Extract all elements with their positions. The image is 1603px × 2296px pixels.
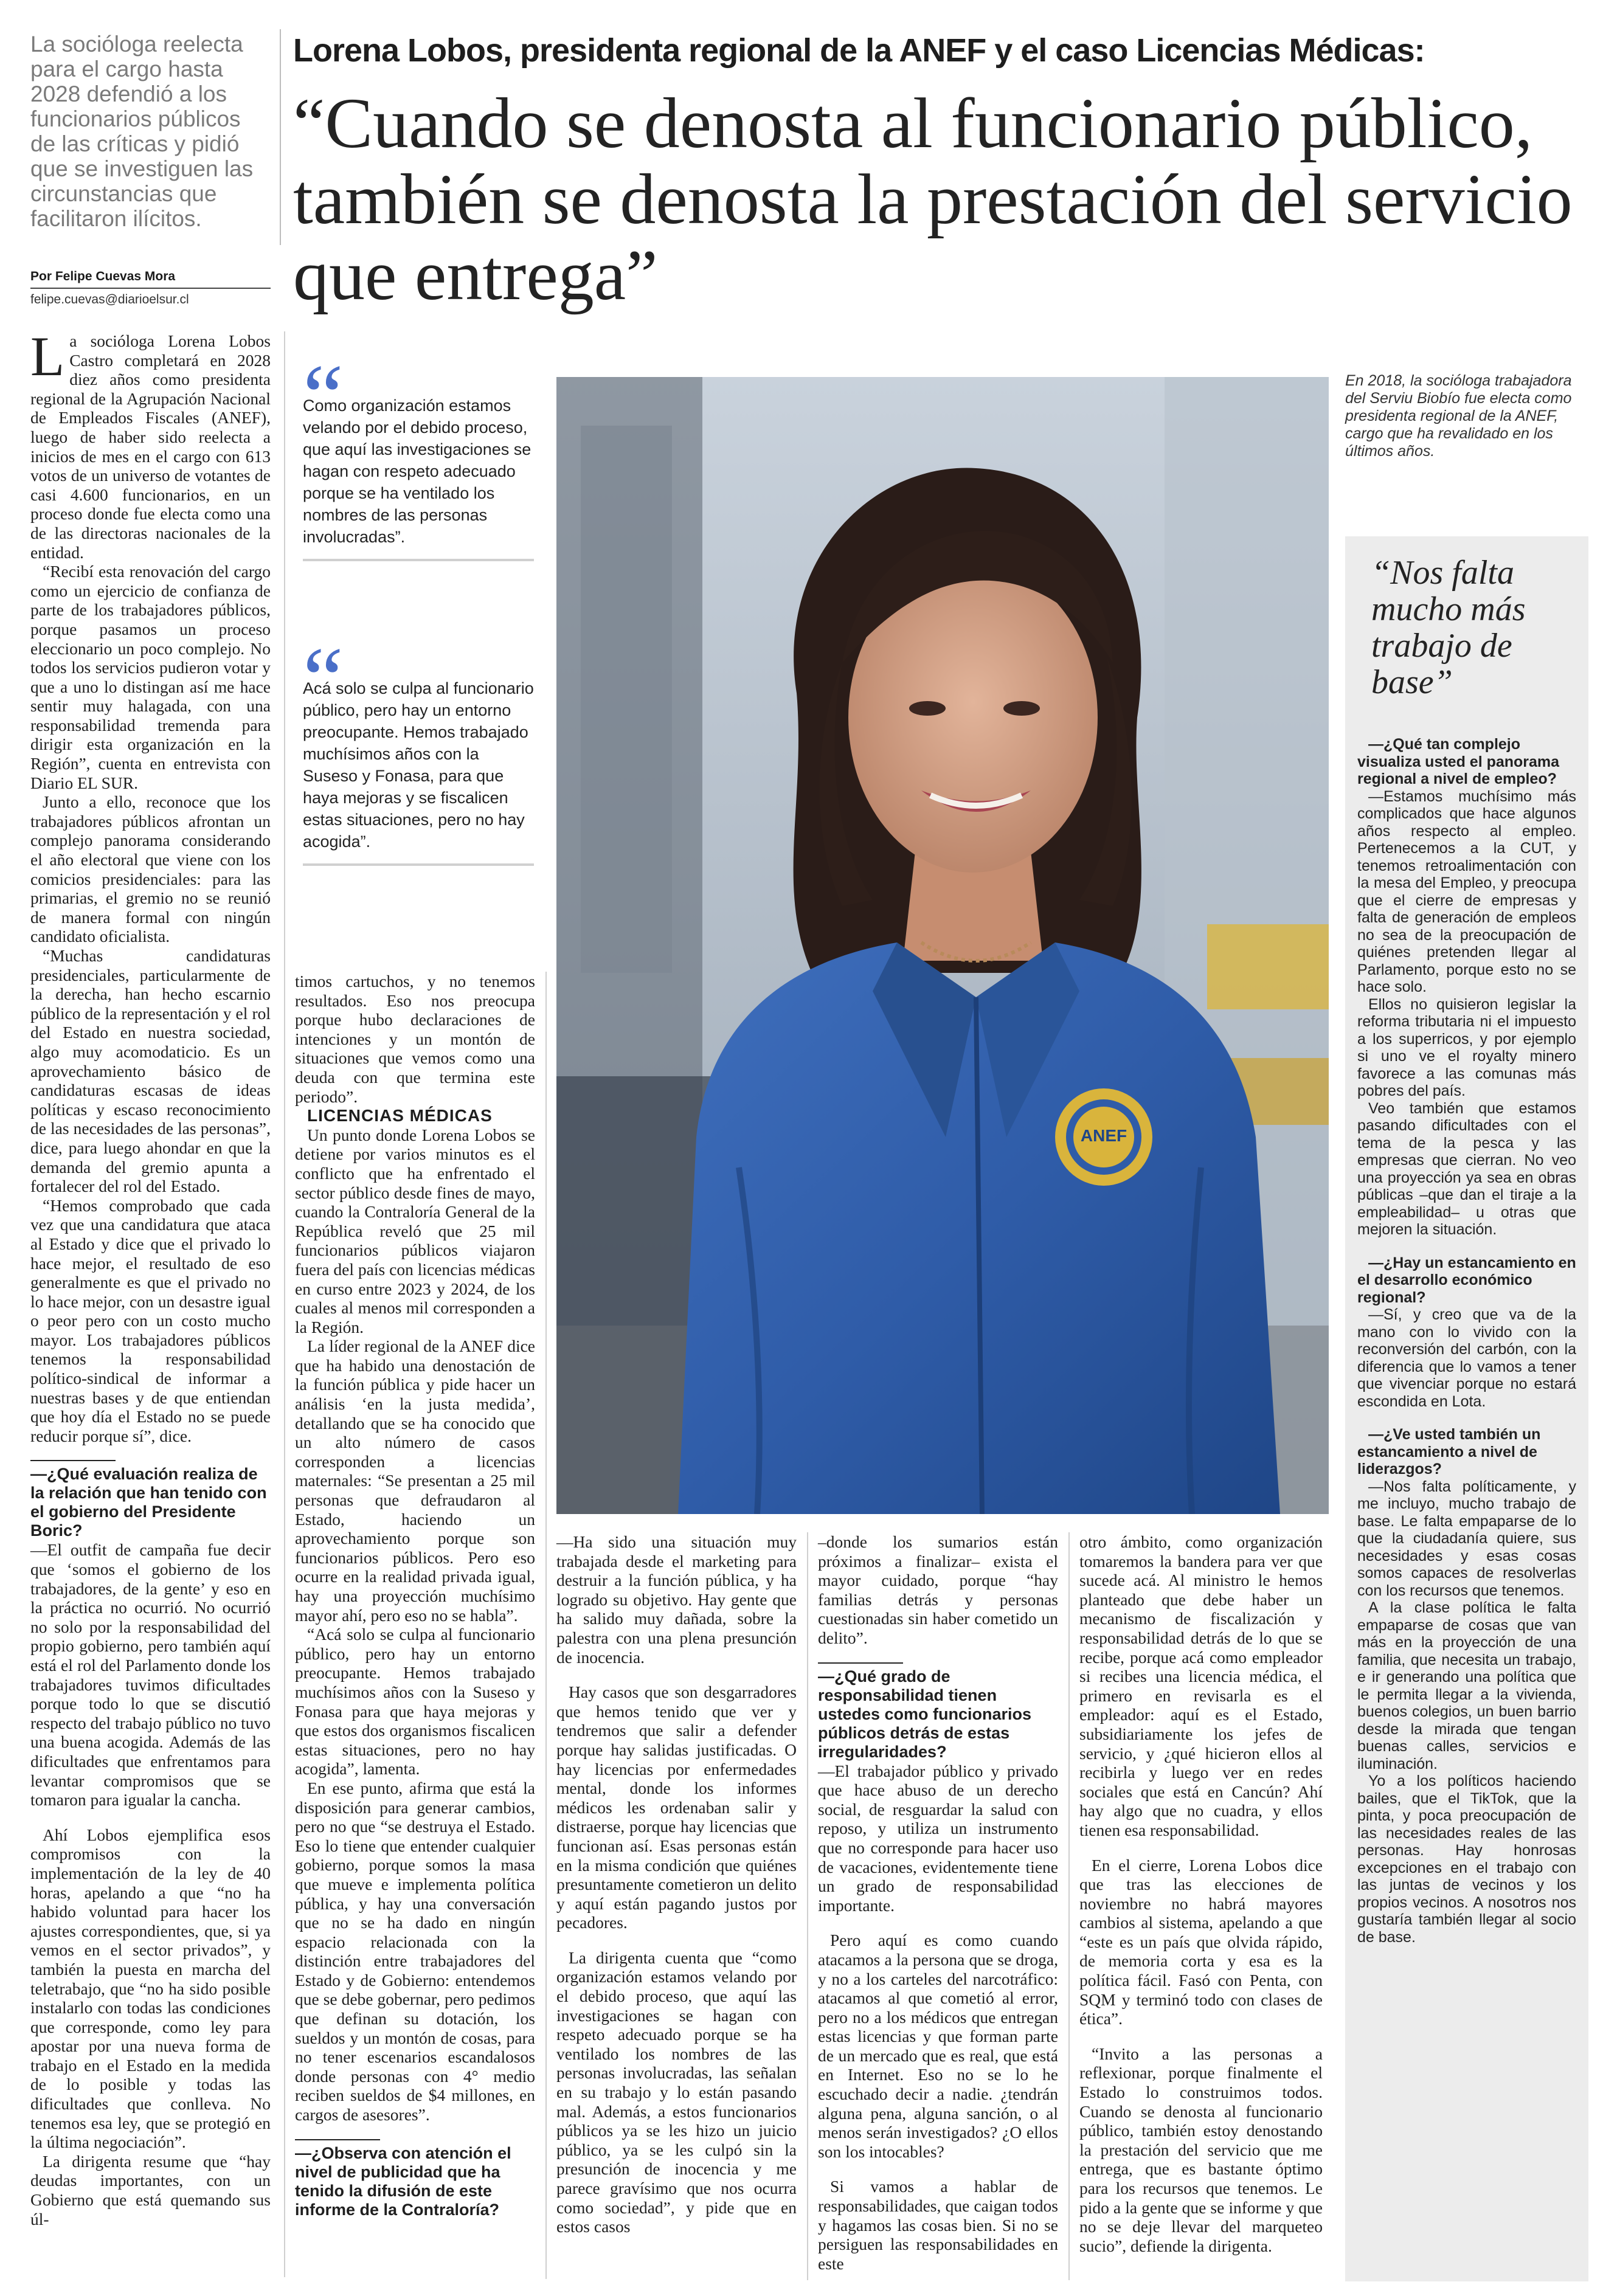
column-divider — [284, 331, 285, 2277]
header-divider — [280, 29, 281, 245]
paragraph: Si vamos a hablar de responsabilidades, que caigan todos y hagamos las cosas bien. Si no se persiguen las responsabilidades en este — [818, 2177, 1058, 2273]
paragraph: otro ámbito, como organización tomaremos la bandera para ver que sucede acá. Al ministro le hemos planteado que debe haber un mecanismo de fiscalización y responsabilidad detrás de lo que se recibe, porque acá como empleador si recibes una licencia médica, el primero en revisarla es el empleador: aquí es el Estado, subsidiariamente los jefes de servicio, y ¿qué hicieron ellos al recibirla y luego ver en redes sociales que está en Cancún? Ahí hay algo que no cuadra, y ellos tienen esa responsabilidad. — [1079, 1532, 1323, 1839]
section-subhead: LICENCIAS MÉDICAS — [307, 1106, 493, 1126]
pull-quote-rule — [303, 559, 534, 561]
paragraph: —El outfit de campaña fue decir que ‘somos el gobierno de los trabajadores, de la gente’ y eso en la práctica no ocurrió. No ocurrió no solo por la responsabilidad del propio gobierno, pero también aquí está el rol del Parlamento donde los trabajadores tuvimos dificultades porque todo lo que se discutió respecto del trabajo público no tuvo una buena acogida. Además de las dificultades que enfrentamos para levantar compromisos que se tomaron para igualar la cancha. — [30, 1540, 271, 1810]
paragraph: A la clase política le falta empaparse de cosas que van más en la proyección de una familia, que necesita un trabajo, e ir generando una política que le permita llegar a la vivienda, buenos colegios, un buen barrio desde la mirada que tengan buenas calles, servicios e iluminación. — [1357, 1599, 1576, 1772]
paragraph: Ellos no quisieron legislar la reforma tributaria ni el impuesto a los superricos, y por ejemplo si uno ve el royalty minero favorece a las comunas más pobres del país. — [1357, 995, 1576, 1099]
paragraph: “Hemos comprobado que cada vez que una candidatura que ataca al Estado y dice que el privado lo hace mejor, el resultado de eso generalmente es que el privado no lo hace mejor, con un desastre igual o peor pero con un costo mucho mayor. Los trabajadores públicos tenemos la responsabilidad político-sindical de informar a nuestras bases y de que entiendan que hoy día el Estado no se puede reducir porque sí”, dice. — [30, 1195, 271, 1445]
byline-email[interactable]: felipe.cuevas@diarioelsur.cl — [30, 292, 189, 306]
quote-mark-icon: “ — [303, 629, 344, 730]
paragraph: Hay casos que son desgarradores que hemos tenido que ver y tendremos que salir a defender porque hay salidas justificadas. O hay licencias por enfermedades mental, donde los informes médicos les ordenaban salir y distraerse, porque hay licencias que funcionan así. Esas personas están en la misma condición que quiénes presuntamente cometieron un delito y aquí están pagando justos por pecadores. — [556, 1682, 797, 1932]
paragraph: La dirigenta resume que “hay deudas importantes, con un Gobierno que está quemando sus úl- — [30, 2151, 271, 2229]
paragraph: –donde los sumarios están próximos a finalizar– exista el mayor cuidado, porque “hay familias detrás y personas cuestionadas sin haber cometido un delito”. — [818, 1532, 1058, 1647]
paragraph: La dirigenta cuenta que “como organización estamos velando por el debido proceso, que aquí las investigaciones se hagan con respeto adecuado porque se ha ventilado los nombres de las personas involucradas, las señalan en su trabajo y lo están pasando mal. Además, a estos funcionarios públicos ya se les hizo un juicio público, ya se les culpó sin la presunción de inocencia y me parece gravísimo que nos ocurra como sociedad”, y pide que en estos casos — [556, 1948, 797, 2236]
interview-question: —¿Hay un estancamiento en el desarrollo económico regional? — [1357, 1254, 1576, 1306]
paragraph: Junto a ello, reconoce que los trabajadores públicos afrontan un complejo panorama considerando el año electoral que viene con los comicios presidenciales: para las primarias, el gremio no se reunió de manera formal con ningún candidato oficialista. — [30, 792, 271, 946]
paragraph: —Nos falta políticamente, y me incluyo, mucho trabajo de base. Le falta empaparse de lo que la ciudadanía quiere, sus necesidades y esas cosas somos capaces de resolverlas con los recursos que tenemos. — [1357, 1478, 1576, 1599]
pull-quote-rule — [303, 863, 534, 866]
paragraph: Un punto donde Lorena Lobos se detiene por varios minutos es el conflicto que ha enfrentado el sector público desde fines de mayo, cuando la Contraloría General de la República reveló que 25 mil funcionarios públicos viajaron fuera del país con licencias médicas en curso entre 2023 y 2024, de los cuales al menos mil corresponden a la Región. — [295, 1125, 535, 1336]
sidebar-text — [1357, 736, 1576, 1946]
portrait-photo — [556, 377, 1329, 1514]
byline-author: Por Felipe Cuevas Mora — [30, 269, 176, 283]
paragraph: —Sí, y creo que va de la mano con lo vivido con la reconversión del carbón, con la diferencia que lo vamos a tener que vivenciar porque no estará escondida en Lota. — [1357, 1306, 1576, 1410]
byline — [30, 269, 271, 307]
paragraph: Ahí Lobos ejemplifica esos compromisos con la implementación de la ley de 40 horas, apelando a que “no ha habido voluntad para hacer los ajustes correspondientes, que, si ya vemos en el sector privados”, y también la puesta en marcha del teletrabajo, que “no ha sido posible instalarlo con todas las condiciones que corresponde, como ley para apostar por una nueva forma de trabajo en el Estado en la medida de lo posible y todas las dificultades que conlleva. No tenemos esa ley, que se protegió en la última negociación”. — [30, 1825, 271, 2152]
lead-summary: La socióloga reelecta para el cargo hasta 2028 defendió a los funcionarios públicos de las críticas y pidió que se investiguen las circunstancias que facilitaron ilícitos. — [30, 32, 254, 231]
article-column-1 — [30, 325, 271, 2229]
interview-question: —¿Qué tan complejo visualiza usted el panorama regional a nivel de empleo? — [1357, 736, 1560, 787]
pull-quote-2 — [303, 629, 534, 866]
pull-quote-text: Acá solo se culpa al funcionario público, pero hay un entorno preocupante. Hemos trabajado muchísimos años con la Suseso y Fonasa, para que haya mejoras y se fiscalicen estas situaciones, pero no hay acogida”. — [303, 679, 534, 851]
interview-question: —¿Qué grado de responsabilidad tienen ustedes como funcionarios públicos detrás de estas irregularidades? — [818, 1662, 1058, 1762]
paragraph: “Invito a las personas a reflexionar, porque finalmente el Estado lo construimos todos. Cuando se denosta al funcionario público, también estoy denostando la prestación del servicio que me entrega, que es bastante óptimo para los recursos que tenemos. Le pido a la gente que se informe y que no se deje llevar del marqueteo sucio”, defiende la dirigenta. — [1079, 2044, 1323, 2255]
paragraph: —Estamos muchísimo más complicados que hace algunos años respecto al empleo. Pertenecemos a la CUT, y tenemos retroalimentación con la mesa del Empleo, y preocupa que el cierre de empresas y falta de generación de empleos no sea de la preocupación de quiénes pretenden llegar al Parlamento, porque esto no se hace solo. — [1357, 787, 1576, 995]
interview-question: —¿Ve usted también un estancamiento a nivel de liderazgos? — [1357, 1426, 1541, 1478]
paragraph: “Recibí esta renovación del cargo como un ejercicio de confianza de parte de los trabajadores públicos, porque pasamos un proceso eleccionario un poco complejo. No todos los servicios pudieron votar y que a uno lo distingan así me hace sentir muy halagada, con una responsabilidad tremenda para dirigir esta organización en la Región”, cuenta en entrevista con Diario EL SUR. — [30, 562, 271, 792]
column-divider — [807, 1532, 808, 2280]
article-column-2 — [295, 972, 535, 2219]
anef-badge: ANEF — [1080, 1126, 1127, 1145]
byline-rule — [30, 288, 271, 289]
photo-caption: En 2018, la socióloga trabajadora del Serviu Biobío fue electa como presidenta regional de la ANEF, cargo que ha revalidado en los últimos años. — [1345, 372, 1572, 460]
paragraph: timos cartuchos, y no tenemos resultados. Eso nos preocupa porque hubo declaraciones de intenciones y un montón de situaciones que vemos como una deuda con que termina este periodo”. — [295, 972, 535, 1106]
column-divider — [545, 972, 547, 2279]
paragraph: En el cierre, Lorena Lobos dice que tras las elecciones de noviembre no habrá mayores cambios al sistema, apelando a que “este es un país que olvida rápido, de memoria corta y esa es la política fácil. Fasó con Penta, con SQM y terminó todo con clases de ética”. — [1079, 1855, 1323, 2028]
kicker: Lorena Lobos, presidenta regional de la ANEF y el caso Licencias Médicas: — [293, 32, 1425, 69]
quote-mark-icon: “ — [303, 346, 344, 447]
dropcap: L — [30, 325, 65, 387]
pull-quote-1 — [303, 346, 534, 561]
paragraph: “Muchas candidaturas presidenciales, particularmente de la derecha, han hecho escarnio público de la representación y el rol del Estado en nuestra sociedad, algo muy acomodaticio. Es un aprovechamiento básico de candidaturas escasas de ideas políticas y escaso reconocimiento de las necesidades de las personas”, dice, para luego ahondar en que la demanda del gremio apunta a fortalecer del rol del Estado. — [30, 946, 271, 1196]
paragraph: En ese punto, afirma que está la disposición para generar cambios, pero no que “se destruya el Estado. Eso lo tiene que entender cualquier gobierno, porque somos la masa que mueve e implementa política pública, y hay una conversación que no se ha dado en ningún espacio relacionada con la distinción entre trabajadores del Estado y de Gobierno: entendemos que se debe gobernar, pero pedimos que definan su dotación, los sueldos y un montón de cosas, para no tener escenarios escandalosos donde personas con 4° medio reciben sueldos de $4 millones, en cargos de asesores”. — [295, 1778, 535, 2125]
pull-quote-text: Como organización estamos velando por el debido proceso, que aquí las investigaciones se hagan con respeto adecuado porque se ha ventilado los nombres de las personas involucradas”. — [303, 396, 531, 546]
paragraph: Pero aquí es como cuando atacamos a la persona que se droga, y no a los carteles del narcotráfico: atacamos al que cometió al error, pero no a los médicos que entregan estas licencias y que forman parte de un mercado que es real, que está en Internet. Eso no se lo he escuchado decir a nadie. ¿tendrán alguna pena, alguna sanción, o al menos serán investigados? ¿O ellos son los intocables? — [818, 1931, 1058, 2161]
headline: “Cuando se denosta al funcionario público, también se denosta la prestación del servicio que entrega” — [293, 83, 1573, 315]
article-column-5 — [1079, 1532, 1323, 2255]
interview-question: —¿Observa con atención el nivel de publicidad que ha tenido la difusión de este informe de la Contraloría? — [295, 2139, 535, 2219]
paragraph: —Ha sido una situación muy trabajada desde el marketing para destruir a la función pública, y ha logrado su objetivo. Hay gente que ha salido muy dañada, sobre la palestra con una plena presunción de inocencia. — [556, 1532, 797, 1667]
article-column-4 — [818, 1532, 1058, 2273]
interview-question: —¿Qué evaluación realiza de la relación que han tenido con el gobierno del Presidente Boric? — [30, 1460, 271, 1540]
paragraph: La socióloga Lorena Lobos Castro completará en 2028 diez años como presidenta regional de la Agrupación Nacional de Empleados Fiscales (ANEF), luego de haber sido reelecta a inicios de mes en el cargo con 613 votos de un universo de votantes de casi 4.600 funcionarios, en un proceso donde fue electa como una de las directoras nacionales de la entidad. — [30, 325, 271, 562]
paragraph: —El trabajador público y privado que hace abuso de un derecho social, de resguardar la salud con reposo, y utiliza un instrumento que no corresponde para hacer uso de vacaciones, evidentemente tiene un grado de responsabilidad importante. — [818, 1761, 1058, 1915]
paragraph: Veo también que estamos pasando dificultades con el tema de la pesca y las empresas que cierran. No veo una proyección ya sea en obras públicas –que dan el tiraje a la empleabilidad– u otras que mejoren la situación. — [1357, 1099, 1576, 1238]
paragraph: “Acá solo se culpa al funcionario público, pero hay un entorno preocupante. Hemos trabajado muchísimos años con la Suseso y Fonasa para que haya mejoras y que estos dos organismos fiscalicen estas situaciones, pero no hay acogida”, lamenta. — [295, 1625, 535, 1779]
sidebar-title: “Nos falta mucho más trabajo de base” — [1371, 554, 1526, 701]
article-column-3 — [556, 1532, 797, 2236]
paragraph: Yo a los políticos haciendo bailes, que el TikTok, que la pinta, y poca preocupación de las necesidades reales de las personas. Hay honrosas excepciones en el trabajo con las juntas de vecinos y los propios vecinos. A nosotros nos gustaría también llegar al socio de base. — [1357, 1772, 1576, 1946]
column-divider — [1068, 1532, 1070, 2280]
paragraph: La líder regional de la ANEF dice que ha habido una denostación de la función pública y pide hacer un análisis ‘en la justa medida’, detallando que se ha conocido que un alto número de casos corresponden a licencias maternales: “Se presentan a 25 mil personas que defraudaron al Estado, haciendo un aprovechamiento porque son funcionarios públicos. Pero eso ocurre en la realidad privada igual, hay una proyección muchísimo mayor ahí, pero eso no se habla”. — [295, 1336, 535, 1625]
